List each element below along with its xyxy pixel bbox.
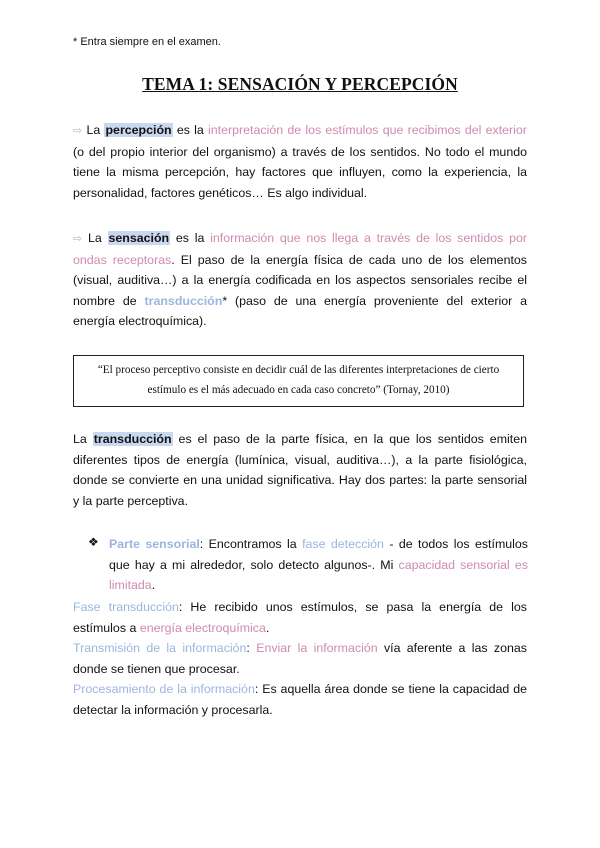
paragraph-transduccion: [73, 429, 527, 511]
p2-definition: información que nos llega a través de los sentidos por ondas receptoras: [73, 231, 527, 267]
p2-rest1: . El paso de la energía física de cada uno de los elementos (visual, auditiva…) a la energía codificada en los aspectos sensoriales recibe el nombre de: [73, 252, 527, 308]
bullet-label: Parte sensorial: [109, 537, 200, 551]
page-title: TEMA 1: SENSACIÓN Y PERCEPCIÓN: [142, 74, 458, 94]
paragraph-procesamiento: [73, 679, 527, 720]
p2-mid: es la: [175, 231, 205, 245]
p5-heading: Transmisión de la información: [73, 641, 247, 655]
p1-rest: (o del propio interior del organismo) a través de los sentidos. No todo el mundo tiene la misma percepción, hay factores que influyen, como la experiencia, la personalidad, factores genéticos… Es algo individual.: [73, 144, 527, 200]
quote-box: [73, 355, 524, 407]
p4-heading: Fase transducción: [73, 600, 179, 614]
p4-t2: .: [265, 620, 270, 635]
bullet-t2: - de todos los estímulos que hay a mi alrededor, solo detecto algunos-. Mi: [109, 537, 528, 572]
bullet-t1: : Encontramos la: [199, 537, 297, 551]
p4-t1: : He recibido unos estímulos, se pasa la energía de los estímulos a: [73, 600, 527, 635]
exam-note: * Entra siempre en el examen.: [73, 36, 221, 48]
term-transduccion-link: transducción: [144, 293, 223, 308]
term-percepcion: percepción: [105, 123, 172, 137]
p1-lead: La: [86, 123, 101, 137]
bullet-parte-sensorial: [88, 534, 528, 596]
p3-rest: es el paso de la parte física, en la que los sentidos emiten diferentes tipos de energía (lumínica, visual, auditiva…), a la parte fisiológica, donde se convierte en una unidad significativa. Hay dos partes: la parte sensorial y la parte perceptiva.: [73, 432, 527, 508]
p5-enviar: Enviar la información: [256, 641, 378, 655]
p3-lead: La: [73, 432, 87, 446]
p6-heading: Procesamiento de la información: [73, 682, 255, 696]
p6-t1: : Es aquella área donde se tiene la capacidad de detectar la información y procesarla.: [73, 682, 527, 717]
p1-definition: interpretación de los estímulos que recibimos del exterior: [208, 123, 527, 137]
paragraph-sensacion: [73, 228, 527, 332]
p1-mid: es la: [176, 123, 204, 137]
p2-lead: La: [87, 231, 102, 245]
p5-t1: :: [246, 641, 250, 655]
p4-energia: energía electroquímica: [139, 620, 266, 635]
arrow-right-icon: ⇨: [73, 233, 83, 245]
quote-line-2: estímulo es el más adecuado en cada caso concreto” (Tornay, 2010): [147, 384, 450, 396]
quote-line-1: “El proceso perceptivo consiste en decidir cuál de las diferentes interpretaciones de cierto: [97, 364, 500, 376]
term-sensacion: sensación: [108, 231, 170, 245]
term-transduccion: transducción: [93, 432, 172, 446]
paragraph-percepcion: [73, 120, 527, 203]
bullet-capacidad: capacidad sensorial es limitada: [109, 557, 528, 593]
diamond-bullet-icon: ❖: [88, 535, 99, 549]
paragraph-fase-transduccion: [73, 597, 527, 638]
bullet-fase-deteccion: fase detección: [302, 537, 384, 551]
bullet-text: [109, 534, 528, 596]
arrow-right-icon: ⇨: [73, 125, 83, 137]
paragraph-transmision: [73, 638, 527, 679]
bullet-t3: .: [151, 578, 156, 593]
p2-rest2: * (paso de una energía proveniente del exterior a energía electroquímica).: [73, 293, 527, 329]
p5-t2: vía aferente a las zonas donde se tienen que procesar.: [73, 641, 527, 676]
